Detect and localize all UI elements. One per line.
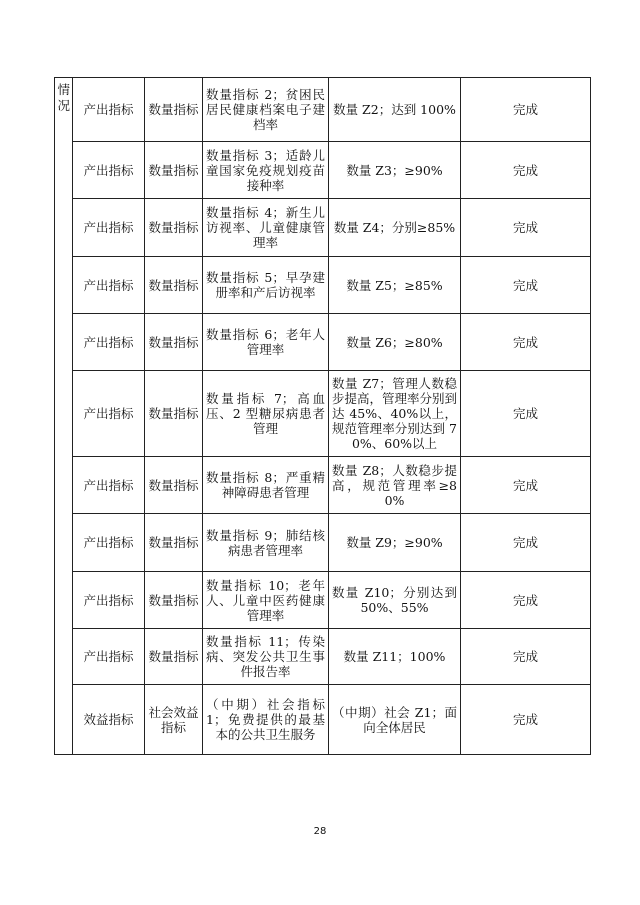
status-cell: 完成 (461, 685, 591, 755)
table-row (55, 629, 591, 685)
table-row (55, 142, 591, 199)
target-cell: 数量 Z6；≥80% (329, 314, 461, 371)
table-row (55, 685, 591, 755)
status-cell: 完成 (461, 257, 591, 314)
table-row (55, 371, 591, 457)
section-label: 情况 (57, 82, 71, 113)
target-cell: （中期）社会 Z1；面向全体居民 (329, 685, 461, 755)
table-row (55, 257, 591, 314)
target-cell: 数量 Z9；≥90% (329, 514, 461, 572)
level1-cell: 产出指标 (73, 371, 145, 457)
indicator-cell: （中期）社会指标 1；免费提供的最基本的公共卫生服务 (203, 685, 329, 755)
indicator-cell: 数量指标 3；适龄儿童国家免疫规划疫苗接种率 (203, 142, 329, 199)
table-row (55, 514, 591, 572)
level2-cell: 数量指标 (145, 257, 203, 314)
table-row (55, 78, 591, 142)
indicator-cell: 数量指标 2；贫困民居民健康档案电子建档率 (203, 78, 329, 142)
level1-cell: 产出指标 (73, 199, 145, 257)
table-row (55, 199, 591, 257)
level1-cell: 产出指标 (73, 257, 145, 314)
status-cell: 完成 (461, 457, 591, 514)
level2-cell: 数量指标 (145, 629, 203, 685)
level1-cell: 产出指标 (73, 78, 145, 142)
level1-cell: 产出指标 (73, 457, 145, 514)
level1-cell: 产出指标 (73, 572, 145, 629)
target-cell: 数量 Z2；达到 100% (329, 78, 461, 142)
table-row (55, 572, 591, 629)
section-label-cell (55, 78, 73, 755)
target-cell: 数量 Z4；分别≥85% (329, 199, 461, 257)
level1-cell: 产出指标 (73, 514, 145, 572)
level1-cell: 产出指标 (73, 142, 145, 199)
target-cell: 数量 Z8；人数稳步提高，规范管理率≥80% (329, 457, 461, 514)
level2-cell: 数量指标 (145, 142, 203, 199)
status-cell: 完成 (461, 142, 591, 199)
status-cell: 完成 (461, 78, 591, 142)
indicator-cell: 数量指标 8；严重精神障碍患者管理 (203, 457, 329, 514)
status-cell: 完成 (461, 199, 591, 257)
level2-cell: 数量指标 (145, 314, 203, 371)
indicator-cell: 数量指标 4；新生儿访视率、儿童健康管理率 (203, 199, 329, 257)
level2-cell: 社会效益指标 (145, 685, 203, 755)
status-cell: 完成 (461, 514, 591, 572)
level2-cell: 数量指标 (145, 371, 203, 457)
level2-cell: 数量指标 (145, 514, 203, 572)
table-row (55, 314, 591, 371)
indicator-cell: 数量指标 7；高血压、2 型糖尿病患者管理 (203, 371, 329, 457)
target-cell: 数量 Z5；≥85% (329, 257, 461, 314)
page-number: 28 (313, 826, 327, 837)
indicator-cell: 数量指标 5；早孕建册率和产后访视率 (203, 257, 329, 314)
level2-cell: 数量指标 (145, 199, 203, 257)
target-cell: 数量 Z10；分别达到 50%、55% (329, 572, 461, 629)
status-cell: 完成 (461, 572, 591, 629)
indicator-cell: 数量指标 11；传染病、突发公共卫生事件报告率 (203, 629, 329, 685)
status-cell: 完成 (461, 314, 591, 371)
target-cell: 数量 Z7；管理人数稳步提高，管理率分别到达 45%、40%以上，规范管理率分别达到 70%、60%以上 (329, 371, 461, 457)
level1-cell: 产出指标 (73, 629, 145, 685)
status-cell: 完成 (461, 371, 591, 457)
table-row (55, 457, 591, 514)
level2-cell: 数量指标 (145, 572, 203, 629)
level1-cell: 效益指标 (73, 685, 145, 755)
level1-cell: 产出指标 (73, 314, 145, 371)
level2-cell: 数量指标 (145, 78, 203, 142)
indicator-cell: 数量指标 9；肺结核病患者管理率 (203, 514, 329, 572)
indicator-cell: 数量指标 6；老年人管理率 (203, 314, 329, 371)
level2-cell: 数量指标 (145, 457, 203, 514)
performance-indicator-table (54, 77, 591, 755)
status-cell: 完成 (461, 629, 591, 685)
target-cell: 数量 Z3；≥90% (329, 142, 461, 199)
target-cell: 数量 Z11；100% (329, 629, 461, 685)
indicator-cell: 数量指标 10；老年人、儿童中医药健康管理率 (203, 572, 329, 629)
